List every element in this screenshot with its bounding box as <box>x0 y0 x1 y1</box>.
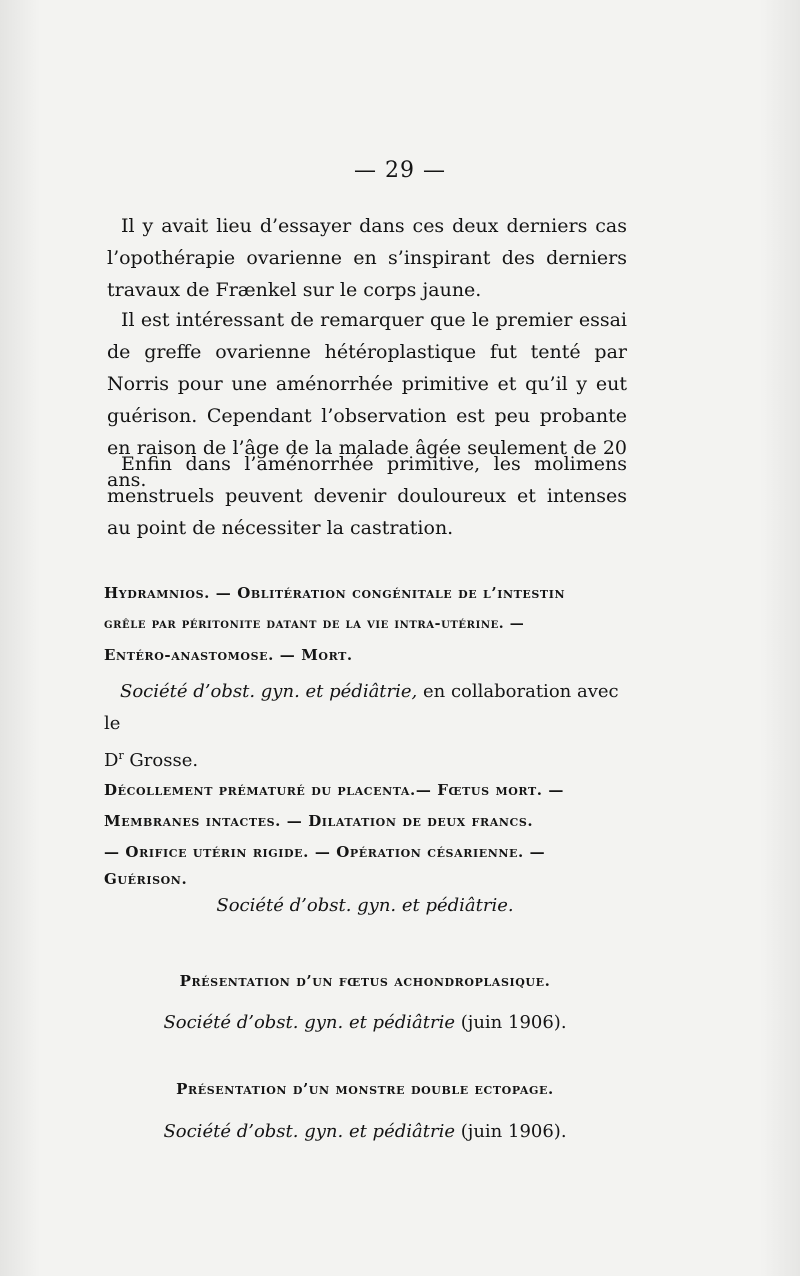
paragraph-1 <box>107 210 627 306</box>
decollement-heading <box>104 775 634 890</box>
hydramnios-source-journal: Société d’obst. gyn. et pédiâtrie, <box>120 681 418 702</box>
hydramnios-doctor-prefix: D <box>104 750 119 771</box>
hydramnios-line-1: Hydramnios. — Oblitération congénitale de l’intestin <box>104 584 566 602</box>
decollement-line-2: Membranes intactes. — Dilatation de deux francs. <box>104 812 534 830</box>
paragraph-3-text: Enfin dans l’aménorrhée primitive, les molimens menstruels peuvent devenir douloureux et intenses au point de nécessiter la castration. <box>107 453 627 539</box>
decollement-source-journal: Société d’obst. gyn. et pédiâtrie. <box>216 895 514 916</box>
decollement-line-1: Décollement prématuré du placenta.— Fœtus mort. — <box>104 781 565 799</box>
hydramnios-heading <box>104 578 634 671</box>
paragraph-1-text: Il y avait lieu d’essayer dans ces deux derniers cas l’opothérapie ovarienne en s’inspirant des derniers travaux de Frænkel sur le corps jaune. <box>107 215 627 301</box>
presentation-2-source <box>0 1121 730 1142</box>
presentation-1-title: Présentation d’un fœtus achondroplasique. <box>179 972 551 990</box>
hydramnios-source-rest: en collaboration avec le <box>104 681 619 734</box>
presentation-2-source-journal: Société d’obst. gyn. et pédiâtrie <box>163 1121 455 1142</box>
presentation-1-source-date: (juin 1906). <box>455 1012 567 1033</box>
decollement-source <box>0 895 730 916</box>
hydramnios-line-3: Entéro-anastomose. — Mort. <box>104 646 353 664</box>
page-number: — 29 — <box>354 158 446 183</box>
paragraph-3 <box>107 448 627 544</box>
hydramnios-source <box>104 676 634 777</box>
hydramnios-doctor-sup: r <box>118 749 124 762</box>
hydramnios-doctor-name: Grosse. <box>123 750 199 771</box>
presentation-1-source <box>0 1012 730 1033</box>
decollement-line-4: Guérison. <box>104 870 188 888</box>
decollement-line-3: — Orifice utérin rigide. — Opération césarienne. — <box>104 843 546 861</box>
presentation-2-title: Présentation d’un monstre double ectopage. <box>176 1080 554 1098</box>
presentation-2-source-date: (juin 1906). <box>455 1121 567 1142</box>
paragraph-2-text: Il est intéressant de remarquer que le premier essai de greffe ovarienne hétéroplastique fut tenté par Norris pour une aménorrhée primitive et qu’il y eut guérison. Cependant l’observation est peu probante en raison de l’âge de la malade âgée seulement de 20 ans. <box>107 309 627 491</box>
hydramnios-line-2: grêle par péritonite datant de la vie intra-utérine. — <box>104 616 525 632</box>
presentation-1-source-journal: Société d’obst. gyn. et pédiâtrie <box>163 1012 455 1033</box>
